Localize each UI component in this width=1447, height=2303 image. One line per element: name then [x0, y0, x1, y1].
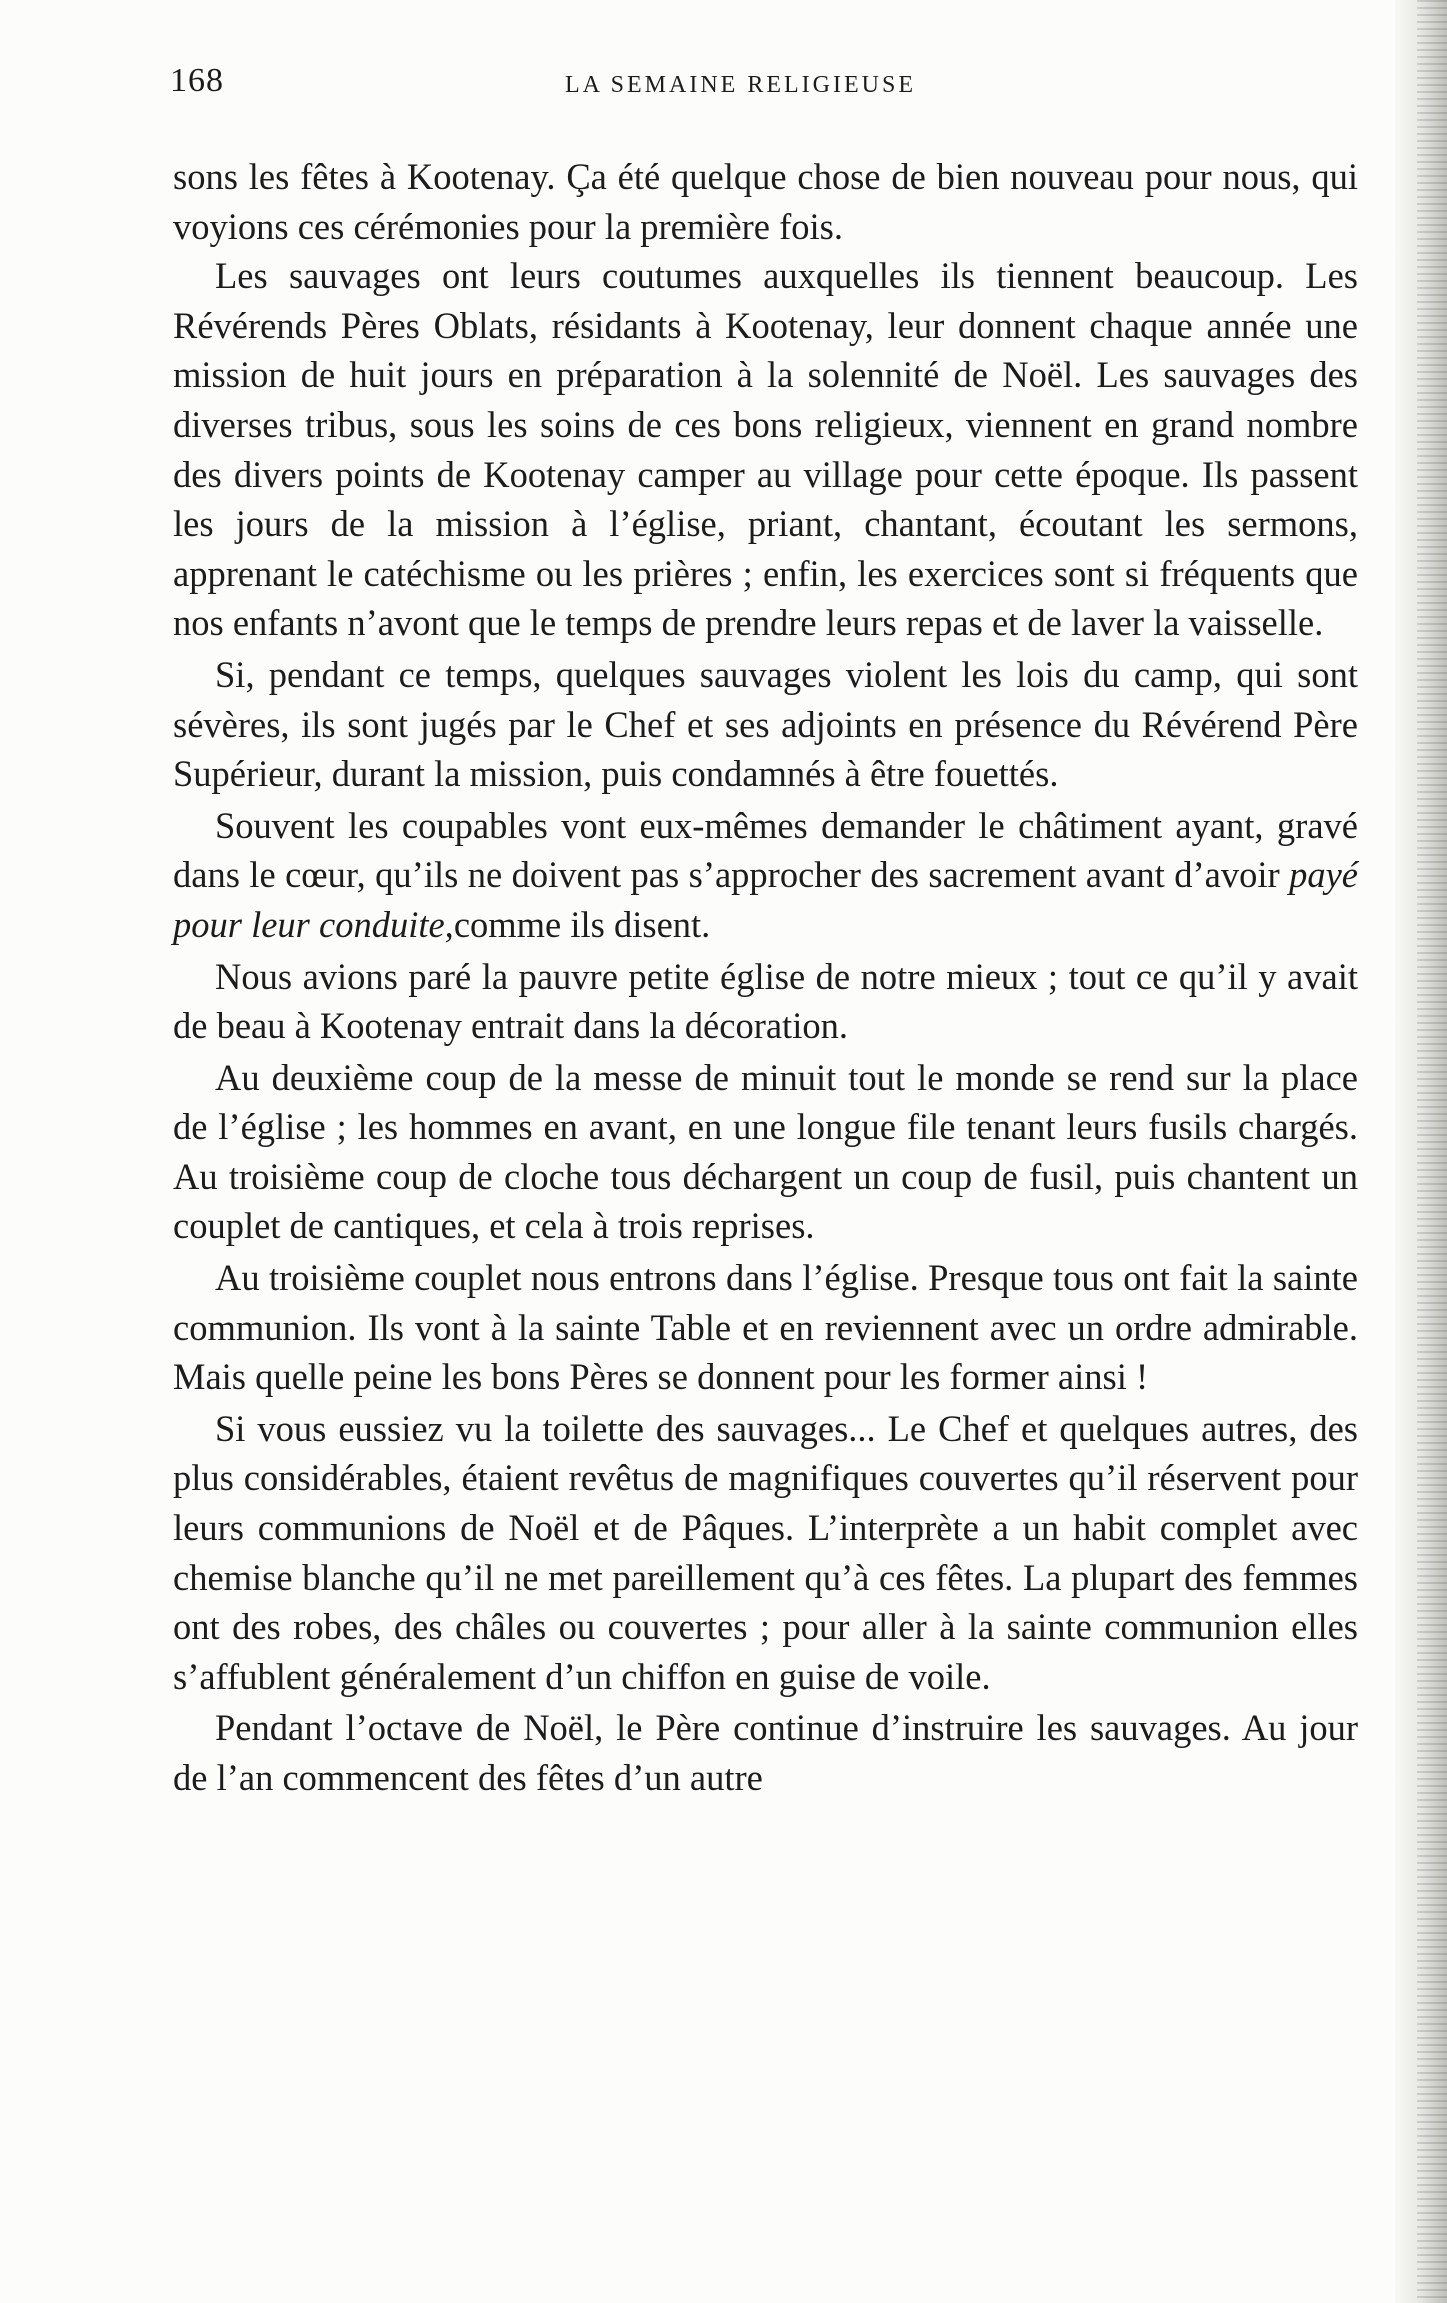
- paragraph-text: Souvent les coupables vont eux-mêmes demander le châtiment ayant, gravé dans le cœur, qu’ils ne doivent pas s’approcher des sacrement avant d’avoir: [173, 804, 1358, 896]
- paragraph: Si, pendant ce temps, quelques sauvages violent les lois du camp, qui sont sévères, ils sont jugés par le Chef et ses adjoints en présence du Révérend Père Supérieur, durant la mission, puis condamnés à être fouettés.: [173, 653, 1358, 795]
- body-text: [173, 152, 1358, 1803]
- paragraph: Au deuxième coup de la messe de minuit tout le monde se rend sur la place de l’église ; les hommes en avant, en une longue file tenant leurs fusils chargés. Au troisième coup de cloche tous déchargent un coup de fusil, puis chantent un couplet de cantiques, et cela à trois reprises.: [173, 1056, 1358, 1247]
- paragraph: Si vous eussiez vu la toilette des sauvages... Le Chef et quelques autres, des plus considérables, étaient revêtus de magnifiques couvertes qu’il réservent pour leurs communions de Noël et de Pâques. L’interprète a un habit complet avec chemise blanche qu’il ne met pareillement qu’à ces fêtes. La plupart des femmes ont des robes, des châles ou couvertes ; pour aller à la sainte communion elles s’affublent généralement d’un chiffon en guise de voile.: [173, 1407, 1358, 1697]
- page-number: 168: [170, 62, 224, 99]
- running-title: LA SEMAINE RELIGIEUSE: [565, 72, 916, 98]
- page-header: [170, 62, 1350, 112]
- paragraph: Pendant l’octave de Noël, le Père continue d’instruire les sauvages. Au jour de l’an commencent des fêtes d’un autre: [173, 1707, 1358, 1798]
- italic-phrase: payé pour leur conduite,: [173, 854, 1358, 945]
- paragraph: sons les fêtes à Kootenay. Ça été quelque chose de bien nouveau pour nous, qui voyions ces cérémonies pour la première fois.: [173, 156, 1358, 247]
- paragraph: Au troisième couplet nous entrons dans l’église. Presque tous ont fait la sainte communion. Ils vont à la sainte Table et en reviennent avec un ordre admirable. Mais quelle peine les bons Pères se donnent pour les former ainsi !: [173, 1257, 1358, 1398]
- page-edge-speckle: [1417, 0, 1447, 2303]
- paragraph-text: comme ils disent.: [453, 903, 711, 945]
- paragraph: Nous avions paré la pauvre petite église de notre mieux ; tout ce qu’il y avait de beau à Kootenay entrait dans la décoration.: [173, 955, 1358, 1047]
- paragraph: [173, 801, 1358, 950]
- paragraph: Les sauvages ont leurs coutumes auxquelles ils tiennent beaucoup. Les Révérends Pères Oblats, résidants à Kootenay, leur donnent chaque année une mission de huit jours en préparation à la solennité de Noël. Les sauvages des diverses tribus, sous les soins de ces bons religieux, viennent en grand nombre des divers points de Kootenay camper au village pour cette époque. Ils passent les jours de la mission à l’église, priant, chantant, écoutant les sermons, apprenant le catéchisme ou les prières ; enfin, les exercices sont si fréquents que nos enfants n’avont que le temps de prendre leurs repas et de laver la vaisselle.: [173, 255, 1358, 644]
